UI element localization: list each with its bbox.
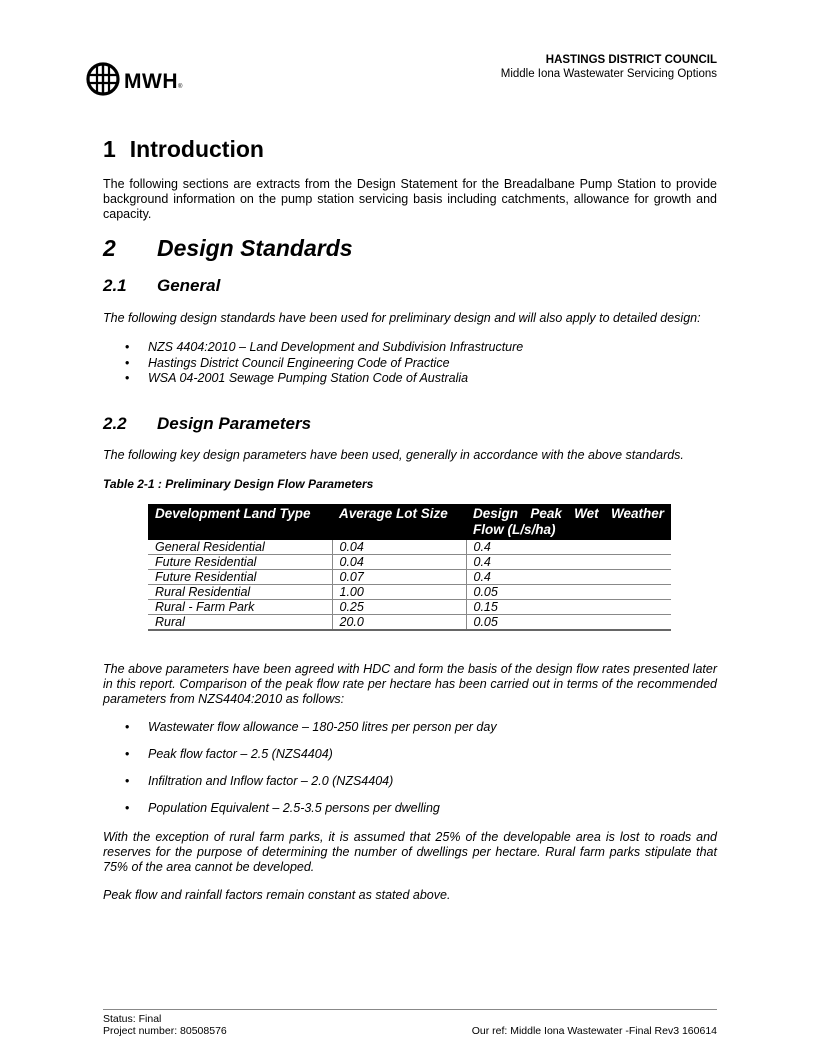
- cell-land-type: Rural: [148, 615, 332, 631]
- cell-flow: 0.4: [466, 570, 671, 585]
- heading-title: Design Parameters: [157, 414, 312, 433]
- header-organization: HASTINGS DISTRICT COUNCIL: [545, 54, 717, 66]
- list-item: • NZS 4404:2010 – Land Development and Subdivision Infrastructure: [103, 340, 523, 356]
- intro-paragraph: The following sections are extracts from the Design Statement for the Breadalbane Pump Station to provide background information on the pump station servicing basis including catchments, allowance for growth and capacity.: [103, 177, 717, 221]
- heading-design-standards: [103, 235, 353, 262]
- design-flow-table: [148, 504, 671, 631]
- cell-lot-size: 0.25: [332, 600, 466, 615]
- standards-list: [103, 340, 523, 387]
- logo-wordmark: MWH: [124, 69, 178, 93]
- parameters-list: [103, 720, 497, 828]
- cell-flow: 0.4: [466, 555, 671, 570]
- cell-land-type: General Residential: [148, 540, 332, 555]
- list-item: • WSA 04-2001 Sewage Pumping Station Code of Australia: [103, 371, 523, 387]
- cell-land-type: Rural Residential: [148, 585, 332, 600]
- exception-paragraph: With the exception of rural farm parks, it is assumed that 25% of the developable area is lost to roads and reserves for the purpose of determining the number of dwellings per hectare. Rural farm parks stipulate that 75% of the area cannot be developed.: [103, 830, 717, 874]
- cell-lot-size: 0.07: [332, 570, 466, 585]
- heading-title: Design Standards: [157, 235, 353, 261]
- parameters-intro: The following key design parameters have been used, generally in accordance with the above standards.: [103, 448, 684, 462]
- heading-general: [103, 276, 220, 296]
- constant-factors-paragraph: Peak flow and rainfall factors remain constant as stated above.: [103, 888, 451, 902]
- heading-number: 2.2: [103, 414, 127, 433]
- cell-lot-size: 1.00: [332, 585, 466, 600]
- list-item: • Hastings District Council Engineering Code of Practice: [103, 356, 523, 372]
- header-project-title: Middle Iona Wastewater Servicing Options: [500, 68, 717, 80]
- footer-our-ref: Our ref: Middle Iona Wastewater -Final Rev3 160614: [471, 1025, 717, 1037]
- cell-lot-size: 20.0: [332, 615, 466, 631]
- heading-design-parameters: [103, 414, 311, 434]
- table-row: [148, 570, 671, 585]
- cell-flow: 0.05: [466, 615, 671, 631]
- footer-divider: [103, 1009, 717, 1010]
- heading-number: 1: [103, 136, 116, 162]
- cell-land-type: Future Residential: [148, 570, 332, 585]
- column-header: Development Land Type: [148, 504, 332, 540]
- cell-land-type: Future Residential: [148, 555, 332, 570]
- cell-flow: 0.15: [466, 600, 671, 615]
- footer-status: Status: Final: [103, 1013, 162, 1025]
- column-header: Design Peak Wet Weather Flow (L/s/ha): [466, 504, 671, 540]
- list-item: • Wastewater flow allowance – 180-250 litres per person per day: [103, 720, 497, 747]
- table-header-row: [148, 504, 671, 540]
- heading-introduction: [103, 136, 264, 163]
- table-caption: Table 2-1 : Preliminary Design Flow Parameters: [103, 477, 374, 491]
- heading-number: 2: [103, 235, 116, 261]
- heading-title: Introduction: [129, 136, 264, 162]
- general-intro: The following design standards have been used for preliminary design and will also apply to detailed design:: [103, 311, 701, 325]
- after-table-paragraph: The above parameters have been agreed with HDC and form the basis of the design flow rates presented later in this report. Comparison of the peak flow rate per hectare has been carried out in terms of the recommended parameters from NZS4404:2010 as follows:: [103, 662, 717, 706]
- footer-left: [103, 1013, 227, 1037]
- mwh-logo: [86, 62, 182, 101]
- table-row: [148, 615, 671, 631]
- list-item: • Peak flow factor – 2.5 (NZS4404): [103, 747, 497, 774]
- table-row: [148, 555, 671, 570]
- cell-flow: 0.05: [466, 585, 671, 600]
- list-item: • Population Equivalent – 2.5-3.5 persons per dwelling: [103, 801, 497, 828]
- heading-title: General: [157, 276, 221, 295]
- table-row: [148, 540, 671, 555]
- registered-mark: ®: [177, 83, 183, 90]
- footer-project-number: Project number: 80508576: [103, 1025, 227, 1037]
- cell-lot-size: 0.04: [332, 540, 466, 555]
- cell-lot-size: 0.04: [332, 555, 466, 570]
- globe-icon: [86, 62, 120, 101]
- running-header: [501, 53, 717, 81]
- cell-land-type: Rural - Farm Park: [148, 600, 332, 615]
- column-header: Average Lot Size: [332, 504, 466, 540]
- heading-number: 2.1: [103, 276, 127, 295]
- table-row: [148, 585, 671, 600]
- cell-flow: 0.4: [466, 540, 671, 555]
- table-row: [148, 600, 671, 615]
- list-item: • Infiltration and Inflow factor – 2.0 (NZS4404): [103, 774, 497, 801]
